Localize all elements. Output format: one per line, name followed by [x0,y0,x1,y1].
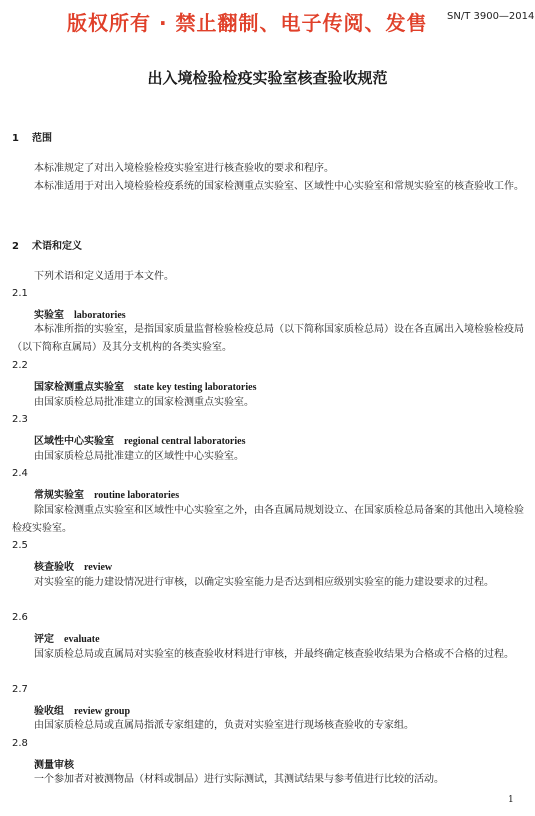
term-heading [34,558,112,573]
term-zh: 实验室 [34,310,64,321]
term-zh: 常规实验室 [34,490,84,501]
clause-number: 2.7 [12,684,28,695]
term-definition: 由国家质检总局或直属局指派专家组建的，负责对实验室进行现场核查验收的专家组。 [34,720,414,731]
term-zh: 国家检测重点实验室 [34,382,124,393]
paragraph: 本标准规定了对出入境检验检疫实验室进行核查验收的要求和程序。 [34,163,334,174]
term-en: review [84,562,113,573]
section-number: 1 [12,133,19,144]
clause-number: 2.4 [12,468,28,479]
section-heading-scope [12,129,52,144]
term-heading [34,702,130,717]
section-title: 范围 [32,133,52,144]
term-heading [34,486,179,501]
page-number: 1 [508,795,514,805]
document-title: 出入境检验检疫实验室核查验收规范 [147,69,388,87]
term-en: evaluate [64,634,100,645]
term-en: routine laboratories [94,490,180,501]
term-zh: 区域性中心实验室 [34,436,114,447]
term-definition: 对实验室的能力建设情况进行审核，以确定实验室能力是否达到相应级别实验室的能力建设要求的过程。 [34,577,494,588]
copyright-watermark: 版权所有 · 禁止翻制、电子传阅、发售 [67,11,428,35]
term-definition: 国家质检总局或直属局对实验室的核查验收材料进行审核，并最终确定核查验收结果为合格或不合格的过程。 [34,649,514,660]
section-heading-terms [12,237,82,252]
standard-number: SN/T 3900—2014 [447,11,535,22]
term-zh: 核查验收 [34,562,74,573]
term-heading [34,432,245,447]
term-heading [34,630,100,645]
clause-number: 2.1 [12,288,28,299]
clause-number: 2.2 [12,360,28,371]
section-number: 2 [12,241,19,252]
term-en: laboratories [74,310,126,321]
paragraph: 下列术语和定义适用于本文件。 [34,271,174,282]
term-zh: 评定 [34,634,54,645]
clause-number: 2.8 [12,738,28,749]
clause-number: 2.3 [12,414,28,425]
term-zh: 验收组 [34,706,64,717]
term-definition: 本标准所指的实验室，是指国家质量监督检验检疫总局（以下简称国家质检总局）设在各直属出入境检验检疫局（以下简称直属局）及其分支机构的各类实验室。 [12,324,524,353]
paragraph: 本标准适用于对出入境检验检疫系统的国家检测重点实验室、区域性中心实验室和常规实验室的核查验收工作。 [34,181,524,192]
term-en: regional central laboratories [124,436,246,447]
clause-number: 2.6 [12,612,28,623]
term-heading [34,756,74,771]
term-en: state key testing laboratories [134,382,257,393]
term-heading [34,378,256,393]
term-definition: 除国家检测重点实验室和区域性中心实验室之外，由各直属局规划设立、在国家质检总局备案的其他出入境检验检疫实验室。 [12,505,524,534]
term-zh: 测量审核 [34,760,74,771]
term-en: review group [74,706,131,717]
clause-number: 2.5 [12,540,28,551]
term-heading [34,306,126,321]
term-definition: 由国家质检总局批准建立的国家检测重点实验室。 [34,397,254,408]
term-definition: 由国家质检总局批准建立的区域性中心实验室。 [34,451,244,462]
term-definition: 一个参加者对被测物品（材料或制品）进行实际测试，其测试结果与参考值进行比较的活动。 [34,774,444,785]
section-title: 术语和定义 [32,241,82,252]
